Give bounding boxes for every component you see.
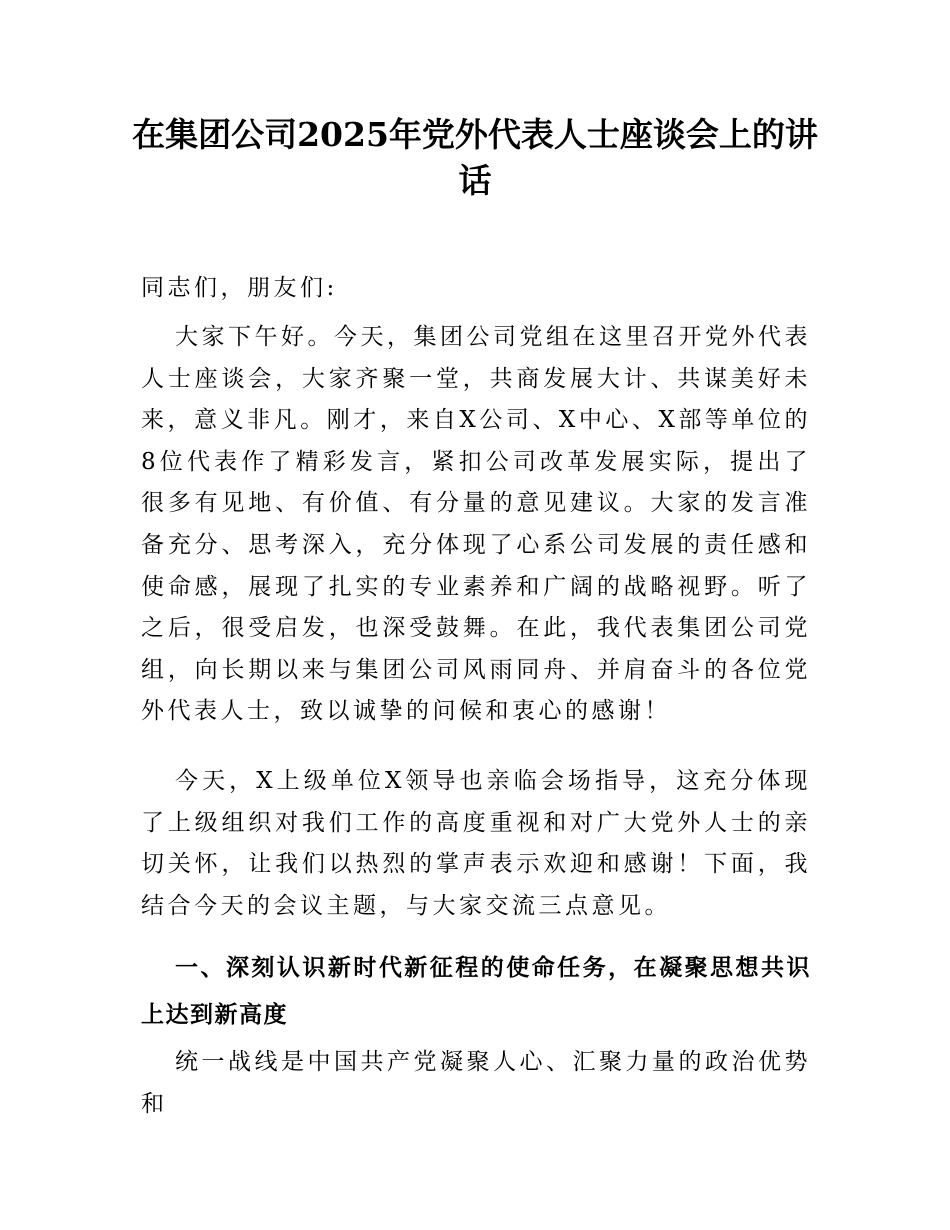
document-title: 在集团公司2025年党外代表人士座谈会上的讲话 [132,115,818,200]
paragraph-welcome: 今天，X上级单位X领导也亲临会场指导，这充分体现了上级组织对我们工作的高度重视和对广大党外人士的亲切关怀，让我们以热烈的掌声表示欢迎和感谢！下面，我结合今天的会议主题，与大家交流三点意见。 [141,768,811,919]
salutation: 同志们，朋友们: [141,275,338,301]
section-1-paragraph: 统一战线是中国共产党凝聚人心、汇聚力量的政治优势和 [141,1049,811,1117]
section-heading-1: 一、深刻认识新时代新征程的使命任务，在凝聚思想共识上达到新高度 [141,955,811,1028]
paragraph-opening: 大家下午好。今天，集团公司党组在这里召开党外代表人士座谈会，大家齐聚一堂，共商发展大计、共谋美好未来，意义非凡。刚才，来自X公司、X中心、X部等单位的8位代表作了精彩发言，紧扣公司改革发展实际，提出了很多有见地、有价值、有分量的意见建议。大家的发言准备充分、思考深入，充分体现了心系公司发展的责任感和使命感，展现了扎实的专业素养和广阔的战略视野。听了之后，很受启发，也深受鼓舞。在此，我代表集团公司党组，向长期以来与集团公司风雨同舟、并肩奋斗的各位党外代表人士，致以诚挚的问候和衷心的感谢！ [141,324,811,725]
